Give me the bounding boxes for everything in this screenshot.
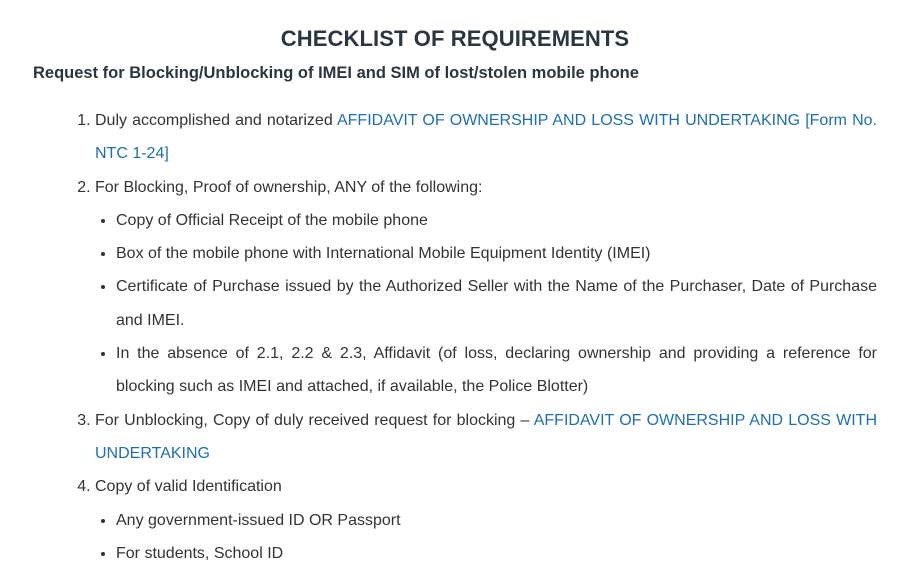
affidavit-form-link[interactable]: AFFIDAVIT OF OWNERSHIP AND LOSS WITH UNDERTAKING [Form No. NTC 1-24] <box>95 112 878 163</box>
requirement-2-text: For Blocking, Proof of ownership, ANY of the following: <box>95 178 483 196</box>
page-subtitle: Request for Blocking/Unblocking of IMEI and SIM of lost/stolen mobile phone <box>33 64 639 82</box>
list-item: • Certificate of Purchase issued by the Authorized Seller with the Name of the Purchaser, Date of Purchase and IMEI. <box>116 270 877 337</box>
proof-of-ownership-list <box>95 204 877 404</box>
requirement-item-4 <box>95 470 877 570</box>
list-item: • Copy of Official Receipt of the mobile phone <box>116 204 877 237</box>
requirement-item-3 <box>95 404 877 471</box>
list-item: • In the absence of 2.1, 2.2 & 2.3, Affidavit (of loss, declaring ownership and providing a reference for blocking such as IMEI and attached, if available, the Police Blotter) <box>116 337 877 404</box>
requirement-item-1 <box>95 104 877 171</box>
requirement-3-text: For Unblocking, Copy of duly received request for blocking – <box>95 411 534 429</box>
page-title: CHECKLIST OF REQUIREMENTS <box>280 26 630 51</box>
requirement-1-text: Duly accomplished and notarized <box>95 112 337 129</box>
list-item: • Box of the mobile phone with International Mobile Equipment Identity (IMEI) <box>116 237 877 270</box>
identification-list <box>95 504 877 570</box>
affidavit-link[interactable]: AFFIDAVIT OF OWNERSHIP AND LOSS WITH UNDERTAKING <box>95 411 878 462</box>
requirements-list <box>0 104 877 570</box>
requirement-item-2 <box>95 171 877 404</box>
list-item: • For students, School ID <box>116 537 877 570</box>
list-item: • Any government-issued ID OR Passport <box>116 504 877 537</box>
requirement-4-text: Copy of valid Identification <box>95 478 282 496</box>
